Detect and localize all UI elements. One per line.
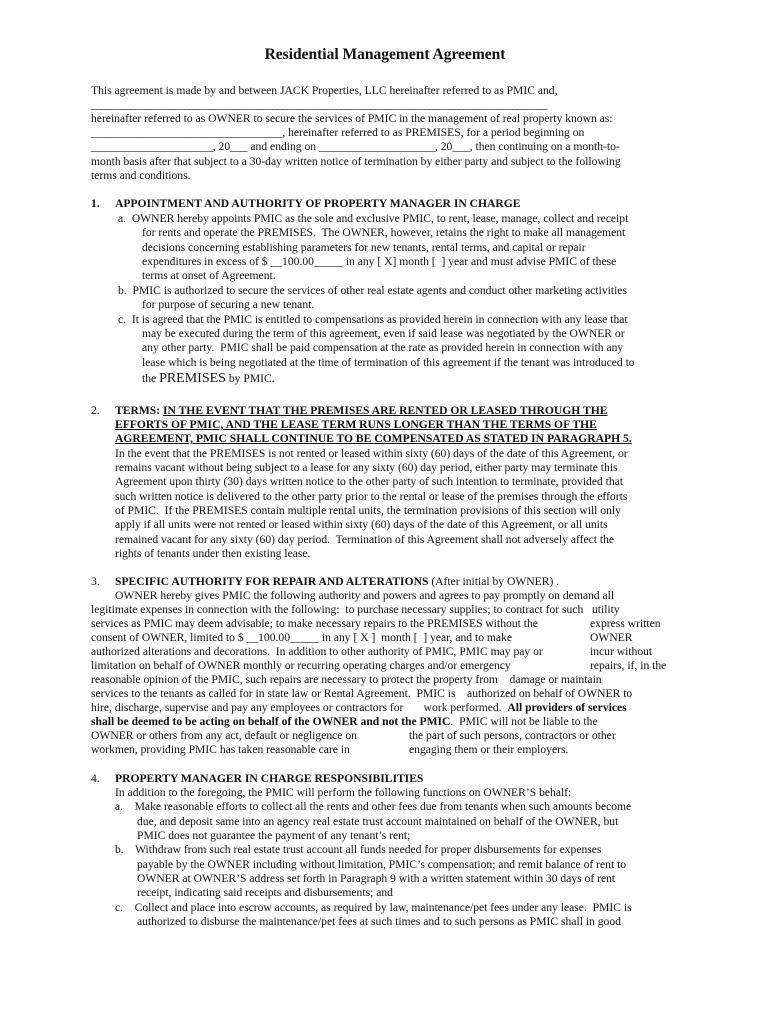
section-3-left-line: services as PMIC may deem advisable; to make necessary repairs to the PREMISES without the <box>91 617 538 630</box>
section-3-left-line: workmen, providing PMIC has taken reasonable care in <box>91 743 350 756</box>
section-1-line: may be executed during the term of this agreement, even if said lease was negotiated by the OWNER or <box>142 327 625 340</box>
section-1-line: a. OWNER hereby appoints PMIC as the sole and exclusive PMIC, to rent, lease, manage, collect and receipt <box>118 212 629 225</box>
section-2-line: rights of tenants under then existing lease. <box>115 547 311 560</box>
document-title: Residential Management Agreement <box>264 46 506 63</box>
section-3-line: hire, discharge, supervise and pay any employees or contractors for work performed. All providers of services <box>91 701 627 714</box>
section-1-line: decisions concerning establishing parameters for new tenants, rental terms, and capital or repair <box>142 241 586 254</box>
section-3-left-line: limitation on behalf of OWNER monthly or recurring operating charges and/or emergency <box>91 659 511 672</box>
section-3-line: shall be deemed to be acting on behalf of the OWNER and not the PMIC. PMIC will not be liable to the <box>91 715 598 728</box>
section-4-line: In addition to the foregoing, the PMIC will perform the following functions on OWNER’S behalf: <box>115 786 572 799</box>
section-3-left-line: authorized alterations and decorations. In addition to other authority of PMIC, PMIC may pay or <box>91 645 543 658</box>
section-2-line: remained vacant for any sixty (60) day period. Termination of this Agreement shall not adversely affect the <box>115 533 615 546</box>
section-number: 2. <box>91 404 100 417</box>
section-3-right-line: repairs, if, in the <box>590 659 667 672</box>
section-1-line: terms at onset of Agreement. <box>142 269 276 282</box>
intro-line: This agreement is made by and between JACK Properties, LLC hereinafter referred to as PMIC and, <box>91 84 558 97</box>
section-1-line: for purpose of securing a new tenant. <box>142 298 315 311</box>
section-3-right-line: the part of such persons, contractors or other <box>409 729 616 742</box>
section-3-right-line: incur without <box>590 645 653 658</box>
section-1-line: lease which is being negotiated at the time of termination of this agreement if the tenant was introduced to <box>142 356 635 369</box>
section-1-line: any other party. PMIC shall be paid compensation at the rate as provided herein in connection with any <box>142 341 624 354</box>
section-4-line: OWNER at OWNER’S address set forth in Paragraph 9 with a written statement within 30 days of rent <box>137 872 616 885</box>
section-4-line: a. Make reasonable efforts to collect all the rents and other fees due from tenants when such amounts become <box>115 800 632 813</box>
section-heading-line: AGREEMENT, PMIC SHALL CONTINUE TO BE COMPENSATED AS STATED IN PARAGRAPH 5. <box>115 432 632 445</box>
section-heading-line: EFFORTS OF PMIC, AND THE LEASE TERM RUNS LONGER THAN THE TERMS OF THE <box>115 418 597 431</box>
section-3-line: reasonable opinion of the PMIC, such repairs are necessary to protect the property from damage or maintain <box>91 673 602 686</box>
section-3-line: legitimate expenses in connection with the following: to purchase necessary supplies; to contract for such utility <box>91 603 620 616</box>
section-1-line: the PREMISES by PMIC. <box>142 371 275 386</box>
section-4-line: PMIC does not guarantee the payment of any tenant’s rent; <box>137 829 411 842</box>
owner-name-blank: _____________________________________________________________________________________________ <box>91 98 547 111</box>
section-4-line: receipt, indicating said receipts and disbursements; and <box>137 886 393 899</box>
section-number: 1. <box>91 197 100 210</box>
section-4-line: b. Withdraw from such real estate trust account all funds needed for proper disbursements for expenses <box>115 843 602 856</box>
section-1-line: expenditures in excess of $ __100.00_____ in any [ X] month [ ] year and must advise PMIC of these <box>142 255 617 268</box>
intro-line: _________________________________, hereinafter referred to as PREMISES, for a period beginning on <box>91 126 585 139</box>
section-4-line: authorized to disburse the maintenance/pet fees at such times and to such persons as PMIC shall in good <box>137 915 621 928</box>
section-heading: APPOINTMENT AND AUTHORITY OF PROPERTY MANAGER IN CHARGE <box>115 197 521 210</box>
intro-line: month basis after that subject to a 30-day written notice of termination by either party and subject to the following <box>91 155 621 168</box>
section-4-line: due, and deposit same into an agency real estate trust account maintained on behalf of the OWNER, but <box>137 815 619 828</box>
section-2-line: In the event that the PREMISES is not rented or leased within sixty (60) days of the date of this Agreement, or <box>115 447 628 460</box>
section-number: 3. <box>91 575 100 588</box>
section-1-line: c. It is agreed that the PMIC is entitled to compensations as provided herein in connection with any lease that <box>118 313 628 326</box>
section-2-line: such written notice is delivered to the other party prior to the rental or lease of the premises through the efforts <box>115 490 628 503</box>
section-2-line: of PMIC. If the PREMISES contain multiple rental units, the termination provisions of this section will only <box>115 504 621 517</box>
section-3-left-line: consent of OWNER, limited to $ __100.00_____ in any [ X ] month [ ] year, and to make <box>91 631 513 644</box>
section-3-right-line: OWNER <box>590 631 633 644</box>
intro-line: terms and conditions. <box>91 169 191 182</box>
section-3-line: services to the tenants as called for in state law or Rental Agreement. PMIC is authorized on behalf of OWNER to <box>91 687 633 700</box>
section-4-line: payable by the OWNER including without limitation, PMIC’s compensation; and remit balance of rent to <box>137 858 627 871</box>
section-2-line: Agreement upon thirty (30) days written notice to the other party of such intention to terminate, provided that <box>115 475 624 488</box>
section-heading: TERMS: IN THE EVENT THAT THE PREMISES ARE RENTED OR LEASED THROUGH THE <box>115 404 608 417</box>
section-3-right-line: engaging them or their employers. <box>409 743 569 756</box>
section-4-line: c. Collect and place into escrow accounts, as required by law, maintenance/pet fees under any lease. PMIC is <box>115 901 632 914</box>
section-number: 4. <box>91 772 100 785</box>
section-3-line: OWNER hereby gives PMIC the following authority and powers and agrees to pay promptly on demand all <box>115 589 615 602</box>
section-2-line: apply if all units were not rented or leased within sixty (60) days of the date of this Agreement, or all units <box>115 518 608 531</box>
section-3-left-line: OWNER or others from any act, default or negligence on <box>91 729 357 742</box>
intro-line: hereinafter referred to as OWNER to secure the services of PMIC in the management of real property known as: <box>91 112 613 125</box>
section-heading: SPECIFIC AUTHORITY FOR REPAIR AND ALTERATIONS (After initial by OWNER) . <box>115 575 560 588</box>
section-1-line: for rents and operate the PREMISES. The OWNER, however, retains the right to make all management <box>142 226 626 239</box>
section-1-line: b. PMIC is authorized to secure the services of other real estate agents and conduct other marketing activities <box>118 284 627 297</box>
section-heading: PROPERTY MANAGER IN CHARGE RESPONSIBILITIES <box>115 772 424 785</box>
section-2-line: remains vacant without being subject to a lease for any sixty (60) day period, either party may terminate this <box>115 461 618 474</box>
intro-line: _____________________, 20___ and ending on ____________________, 20___, then continuing on a month-to- <box>91 140 620 153</box>
section-3-right-line: express written <box>590 617 661 630</box>
